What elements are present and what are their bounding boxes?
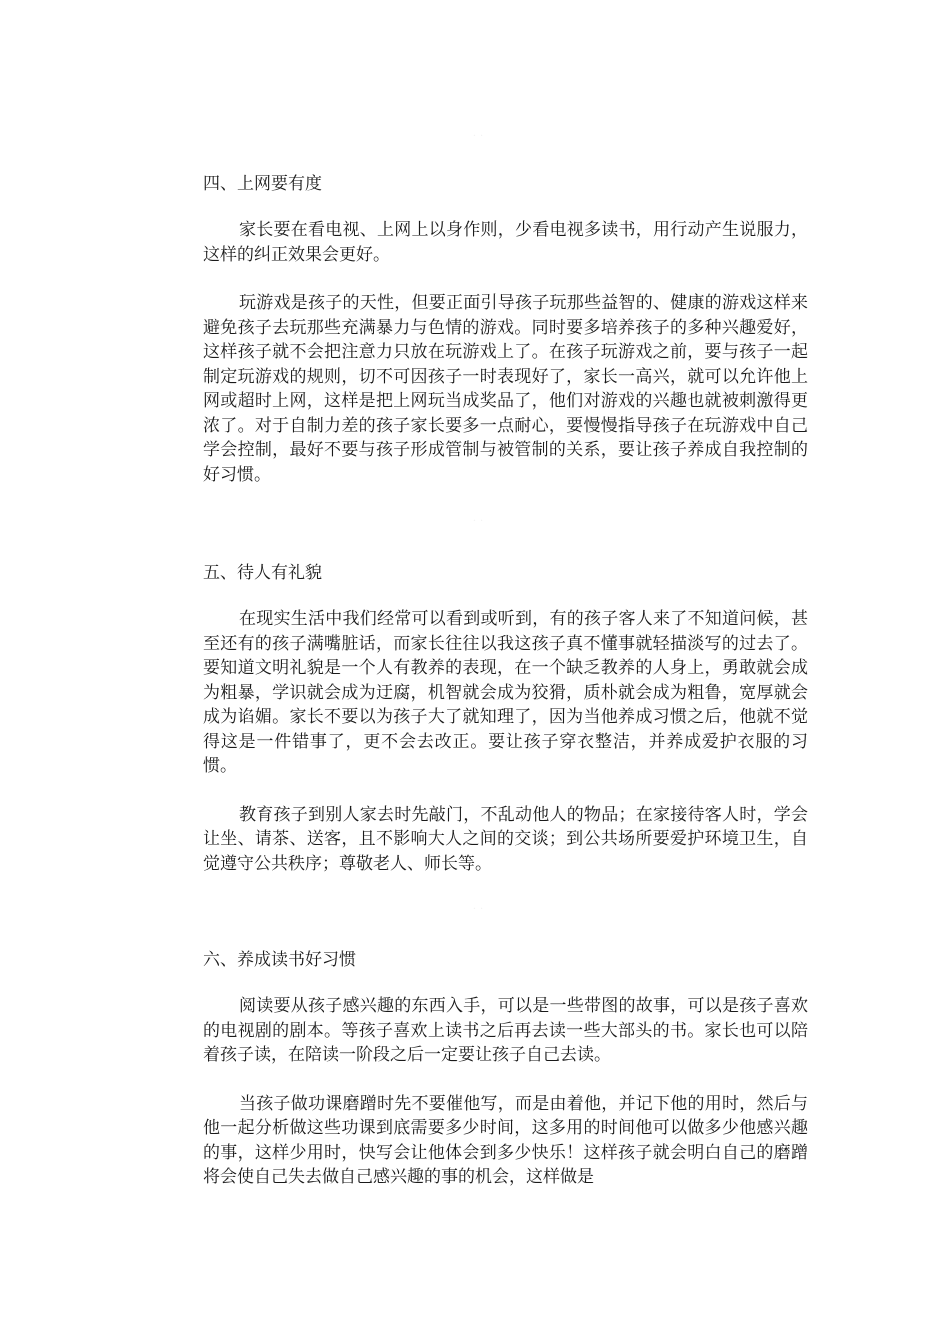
section-politeness: [203, 561, 808, 876]
faint-mark: ··: [472, 131, 488, 142]
section-heading: 五、待人有礼貌: [203, 563, 322, 583]
paragraph: 阅读要从孩子感兴趣的东西入手，可以是一些带图的故事，可以是孩子喜欢的电视剧的剧本。等孩子喜欢上读书之后再去读一些大部头的书。家长也可以陪着孩子读，在陪读一阶段之后一定要让孩子自己去读。: [203, 996, 808, 1065]
paragraph: 家长要在看电视、上网上以身作则，少看电视多读书，用行动产生说服力，这样的纠正效果会更好。: [203, 220, 808, 265]
section-reading-habit: [203, 948, 808, 1190]
section-heading: 四、上网要有度: [203, 174, 322, 194]
paragraph: 当孩子做功课磨蹭时先不要催他写，而是由着他，并记下他的用时，然后与他一起分析做这些功课到底需要多少时间，这多用的时间他可以做多少他感兴趣的事，这样少用时，快写会让他体会到多少快乐！这样孩子就会明白自己的磨蹭将会使自己失去做自己感兴趣的事的机会，这样做是: [203, 1093, 808, 1187]
faint-mark: ··: [472, 516, 488, 527]
paragraph: 玩游戏是孩子的天性，但要正面引导孩子玩那些益智的、健康的游戏这样来避免孩子去玩那些充满暴力与色情的游戏。同时要多培养孩子的多种兴趣爱好，这样孩子就不会把注意力只放在玩游戏上了。在孩子玩游戏之前，要与孩子一起制定玩游戏的规则，切不可因孩子一时表现好了，家长一高兴，就可以允许他上网或超时上网，这样是把上网玩当成奖品了，他们对游戏的兴趣也就被刺激得更浓了。对于自制力差的孩子家长要多一点耐心，要慢慢指导孩子在玩游戏中自己学会控制，最好不要与孩子形成管制与被管制的关系，要让孩子养成自我控制的好习惯。: [203, 293, 808, 485]
paragraph: 教育孩子到别人家去时先敲门，不乱动他人的物品；在家接待客人时，学会让坐、请茶、送客，且不影响大人之间的交谈；到公共场所要爱护环境卫生，自觉遵守公共秩序；尊敬老人、师长等。: [203, 804, 808, 874]
paragraph: 在现实生活中我们经常可以看到或听到，有的孩子客人来了不知道问候，甚至还有的孩子满嘴脏话，而家长往往以我这孩子真不懂事就轻描淡写的过去了。要知道文明礼貌是一个人有教养的表现，在一个缺乏教养的人身上，勇敢就会成为粗暴，学识就会成为迂腐，机智就会成为狡猾，质朴就会成为粗鲁，宽厚就会成为谄媚。家长不要以为孩子大了就知理了，因为当他养成习惯之后，他就不觉得这是一件错事了，更不会去改正。要让孩子穿衣整洁，并养成爱护衣服的习惯。: [203, 609, 808, 776]
section-internet-use: [203, 172, 808, 487]
section-heading: 六、养成读书好习惯: [203, 950, 356, 970]
faint-mark: ··: [472, 904, 488, 915]
